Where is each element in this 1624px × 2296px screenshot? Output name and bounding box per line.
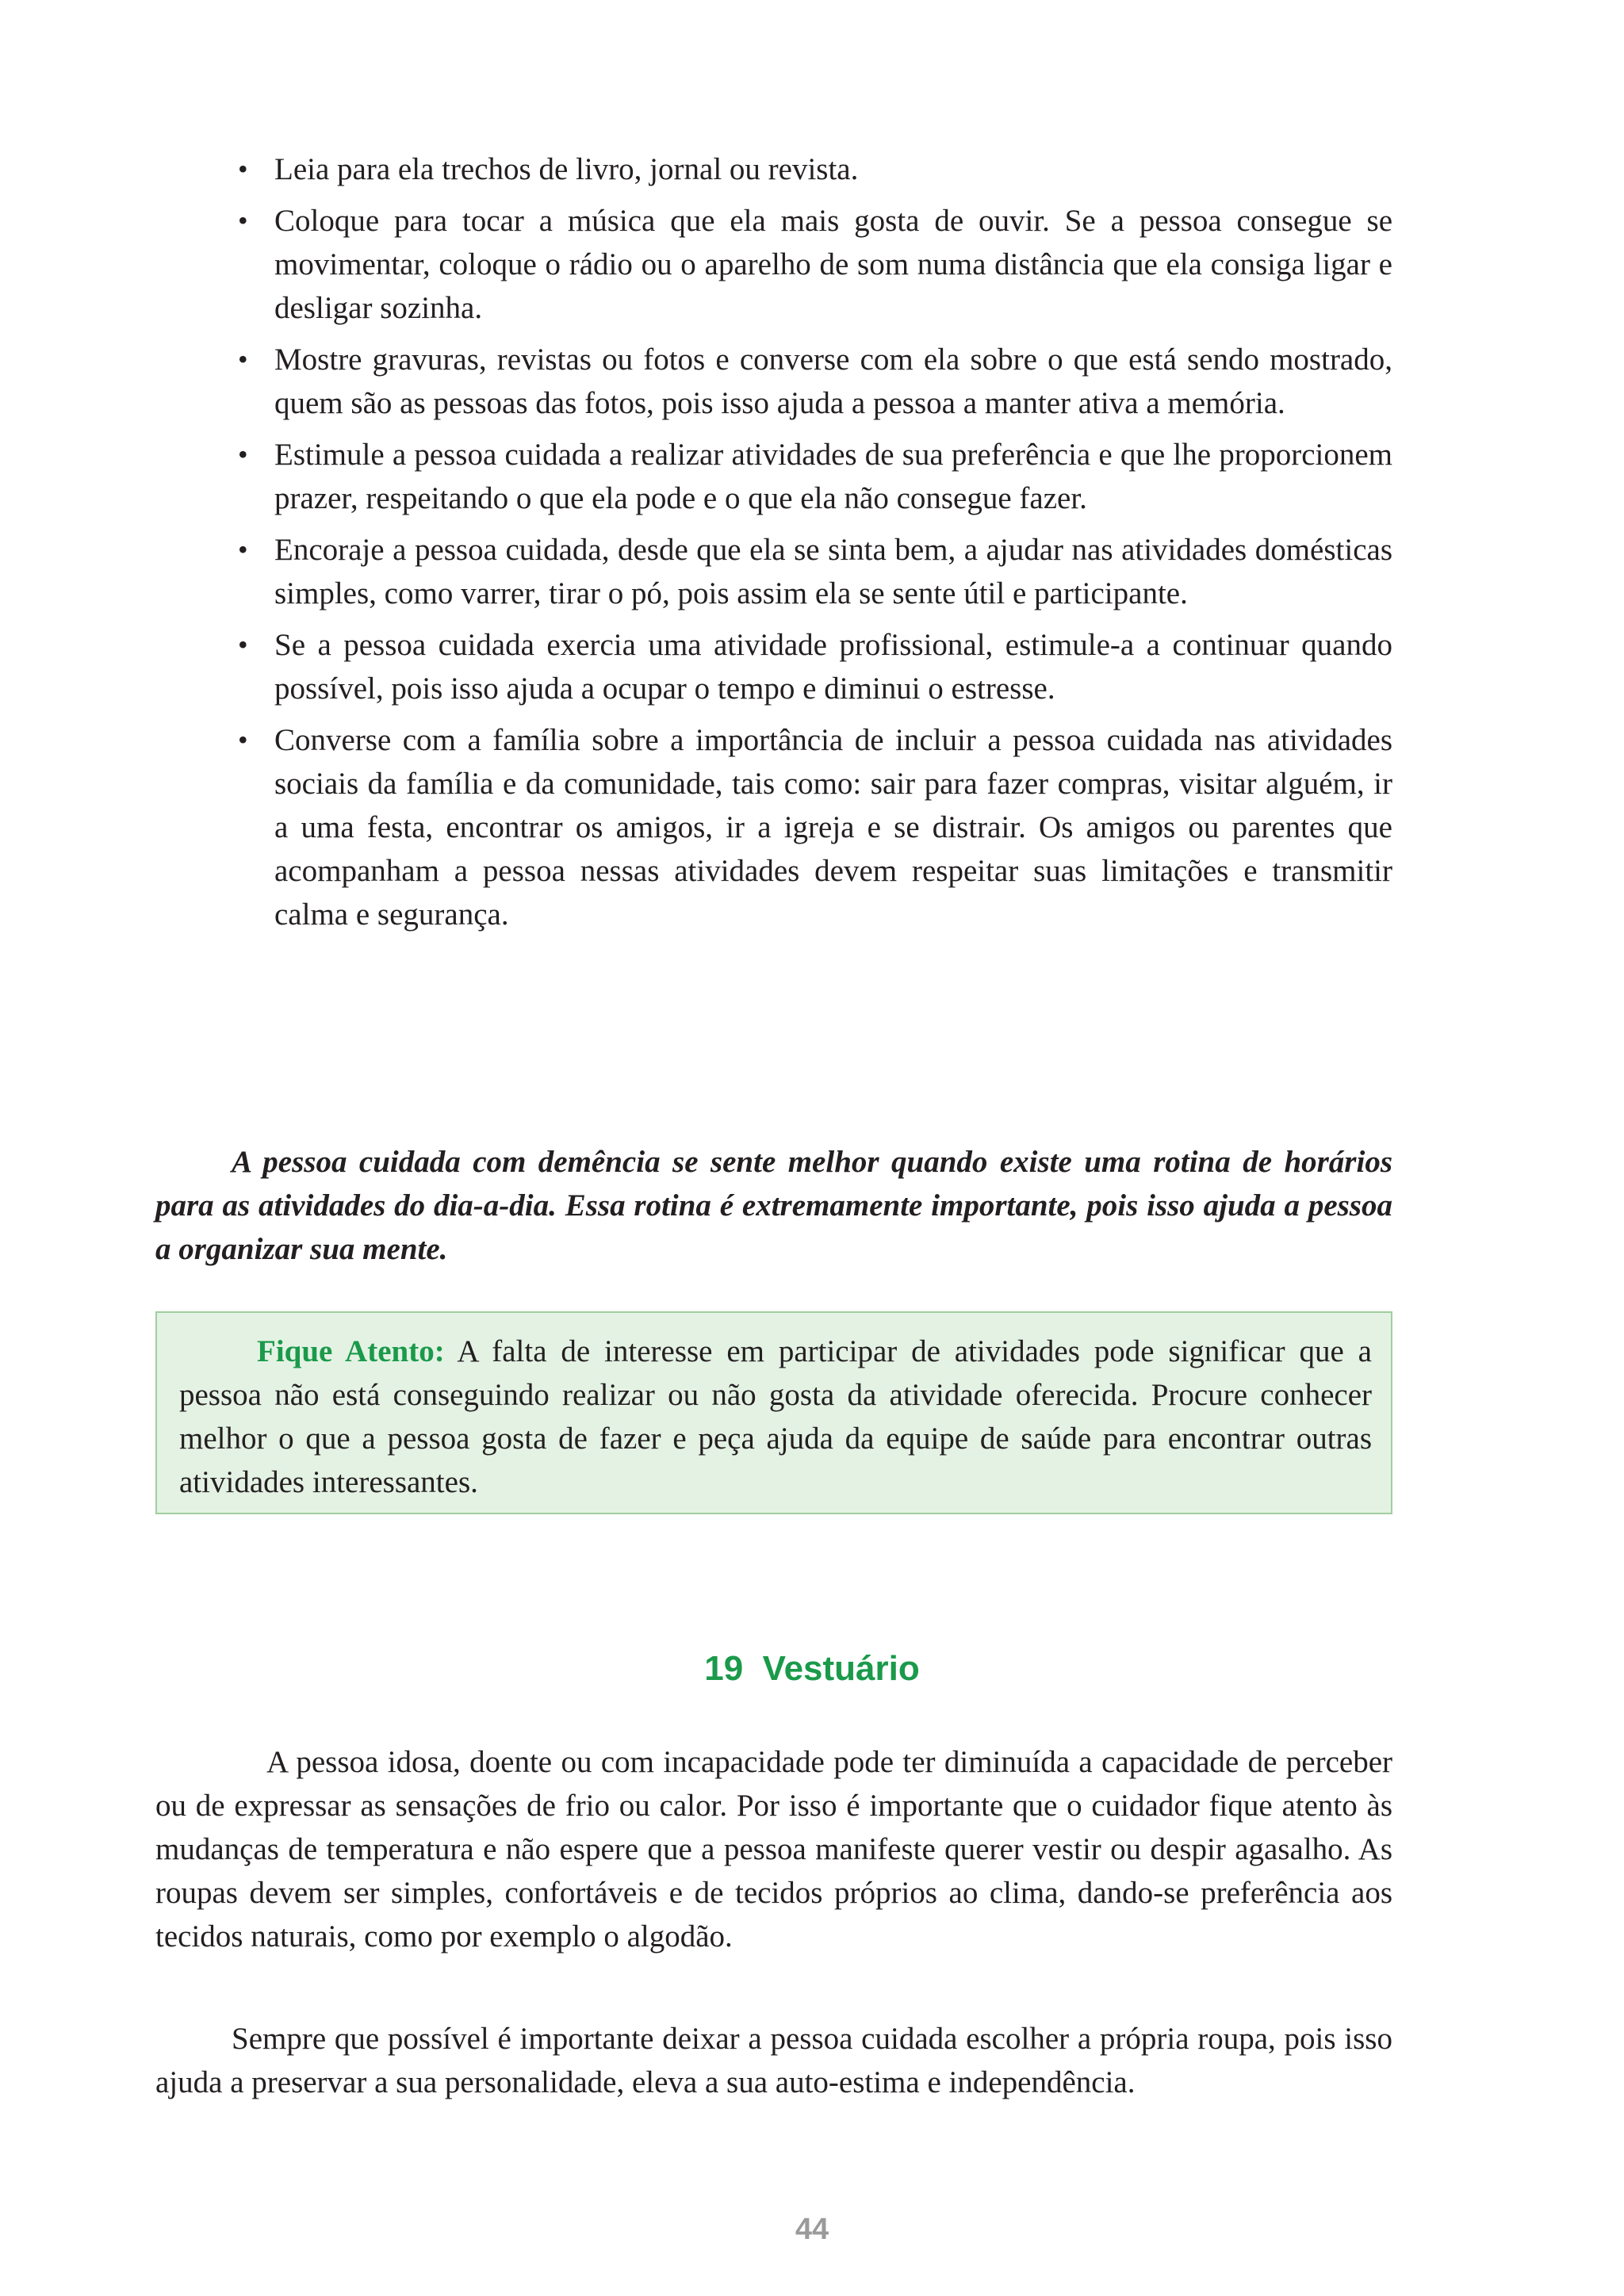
list-item <box>235 528 1392 615</box>
list-item-text: Coloque para tocar a música que ela mais gosta de ouvir. Se a pessoa consegue se movimentar, coloque o rádio ou o aparelho de som numa distância que ela consiga ligar e desligar sozinha. <box>274 204 1392 325</box>
body-paragraph: Sempre que possível é importante deixar a pessoa cuidada escolher a própria roupa, pois isso ajuda a preservar a sua personalidade, eleva a sua auto-estima e independência. <box>155 2022 1392 2099</box>
list-item <box>235 199 1392 330</box>
attention-text: A falta de interesse em participar de atividades pode significar que a pessoa não está conseguindo realizar ou não gosta da atividade oferecida. Procure conhecer melhor o que a pessoa gosta de fazer e peça ajuda da equipe de saúde para encontrar outras atividades interessantes. <box>179 1334 1372 1499</box>
body-paragraph: A pessoa idosa, doente ou com incapacidade pode ter diminuída a capacidade de perceber ou de expressar as sensações de frio ou calor. Por isso é importante que o cuidador fique atento às mudanças de temperatura e não espere que a pessoa manifeste querer vestir ou despir agasalho. As roupas devem ser simples, confortáveis e de tecidos próprios ao clima, dando-se preferência aos tecidos naturais, como por exemplo o algodão. <box>155 1745 1392 1954</box>
list-item <box>235 718 1392 936</box>
list-item <box>235 433 1392 520</box>
bullet-icon: • <box>238 205 248 236</box>
list-item <box>235 623 1392 710</box>
list-item-text: Leia para ela trechos de livro, jornal ou revista. <box>274 152 859 186</box>
list-item-text: Se a pessoa cuidada exercia uma atividade profissional, estimule-a a continuar quando possível, pois isso ajuda a ocupar o tempo e diminui o estresse. <box>274 628 1392 706</box>
list-item <box>235 338 1392 425</box>
bullet-icon: • <box>238 343 248 375</box>
section-number: 19 <box>704 1649 744 1688</box>
section-title-text: Vestuário <box>762 1649 920 1688</box>
section-heading <box>0 1645 1624 1693</box>
page-number: 44 <box>795 2213 829 2246</box>
activity-bullet-list <box>235 147 1392 944</box>
attention-lead: Fique Atento: <box>257 1334 445 1368</box>
bullet-icon: • <box>238 724 248 756</box>
list-item-text: Encoraje a pessoa cuidada, desde que ela se sinta bem, a ajudar nas atividades domésticas simples, como varrer, tirar o pó, pois assim ela se sente útil e participante. <box>274 533 1392 610</box>
bullet-icon: • <box>238 153 248 185</box>
attention-box <box>155 1311 1392 1514</box>
list-item-text: Estimule a pessoa cuidada a realizar atividades de sua preferência e que lhe proporcionem prazer, respeitando o que ela pode e o que ela não consegue fazer. <box>274 438 1392 515</box>
dementia-routine-callout: A pessoa cuidada com demência se sente melhor quando existe uma rotina de horários para as atividades do dia-a-dia. Essa rotina é extremamente importante, pois isso ajuda a pessoa a organizar sua mente. <box>155 1145 1392 1266</box>
bullet-icon: • <box>238 629 248 660</box>
list-item <box>235 147 1392 191</box>
bullet-icon: • <box>238 438 248 470</box>
bullet-icon: • <box>238 534 248 565</box>
list-item-text: Mostre gravuras, revistas ou fotos e converse com ela sobre o que está sendo mostrado, quem são as pessoas das fotos, pois isso ajuda a pessoa a manter ativa a memória. <box>274 342 1392 420</box>
list-item-text: Converse com a família sobre a importância de incluir a pessoa cuidada nas atividades sociais da família e da comunidade, tais como: sair para fazer compras, visitar alguém, ir a uma festa, encontrar os amigos, ir a igreja e se distrair. Os amigos ou parentes que acompanham a pessoa nessas atividades devem respeitar suas limitações e transmitir calma e segurança. <box>274 723 1392 932</box>
